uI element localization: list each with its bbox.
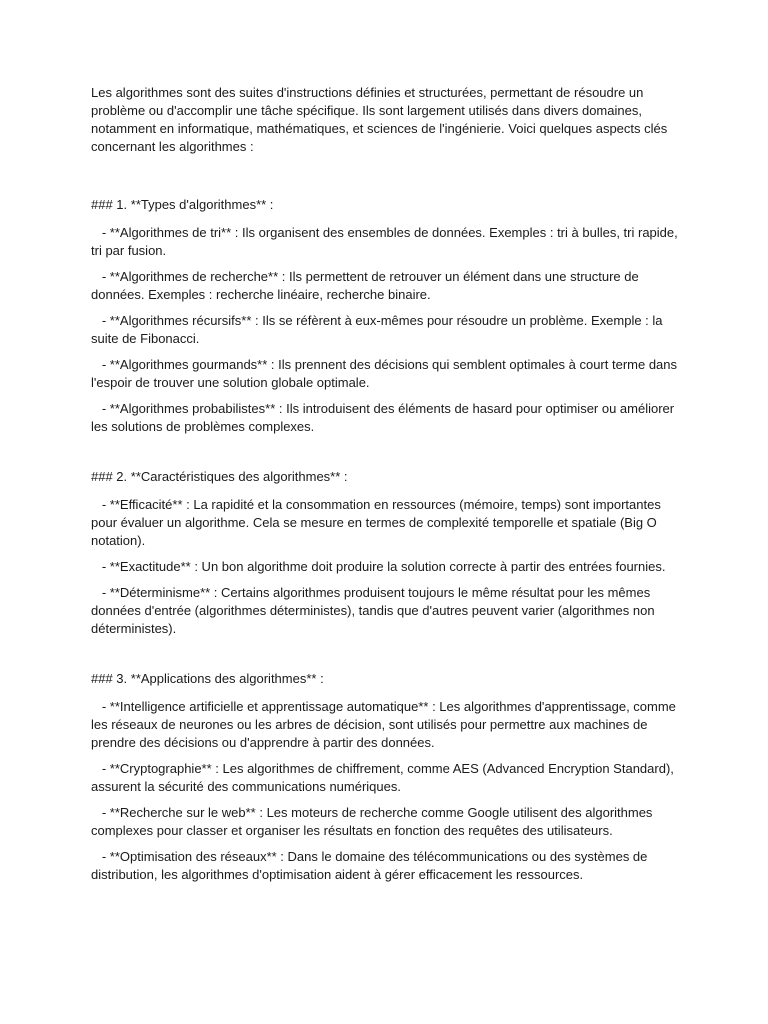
section-heading: ### 2. **Caractéristiques des algorithmes** : bbox=[91, 469, 348, 484]
list-item: - **Algorithmes probabilistes** : Ils introduisent des éléments de hasard pour optimiser ou améliorer les solutions de problèmes complexes. bbox=[91, 401, 675, 434]
intro-paragraph: Les algorithmes sont des suites d'instructions définies et structurées, permettant de résoudre un problème ou d'accomplir une tâche spécifique. Ils sont largement utilisés dans divers domaines, notamment en informatique, mathématiques, et sciences de l'ingénierie. Voici quelques aspects clés concernant les algorithmes : bbox=[91, 85, 668, 154]
list-item: - **Exactitude** : Un bon algorithme doit produire la solution correcte à partir des entrées fournies. bbox=[91, 559, 666, 574]
list-item: - **Intelligence artificielle et apprentissage automatique** : Les algorithmes d'apprentissage, comme les réseaux de neurones ou les arbres de décision, sont utilisés pour permettre aux machines de prendre des décisions ou d'apprendre à partir des données. bbox=[91, 699, 676, 750]
list-item: - **Algorithmes de tri** : Ils organisent des ensembles de données. Exemples : tri à bulles, tri rapide, tri par fusion. bbox=[91, 225, 678, 258]
list-item: - **Algorithmes de recherche** : Ils permettent de retrouver un élément dans une structure de données. Exemples : recherche linéaire, recherche binaire. bbox=[91, 269, 639, 302]
list-item: - **Recherche sur le web** : Les moteurs de recherche comme Google utilisent des algorithmes complexes pour classer et organiser les résultats en fonction des requêtes des utilisateurs. bbox=[91, 805, 653, 838]
section-heading: ### 1. **Types d'algorithmes** : bbox=[91, 197, 274, 212]
list-item: - **Déterminisme** : Certains algorithmes produisent toujours le même résultat pour les mêmes données d'entrée (algorithmes déterministes), tandis que d'autres peuvent varier (algorithmes non déterministes). bbox=[91, 585, 655, 636]
list-item: - **Optimisation des réseaux** : Dans le domaine des télécommunications ou des systèmes de distribution, les algorithmes d'optimisation aident à gérer efficacement les ressources. bbox=[91, 849, 648, 882]
list-item: - **Algorithmes gourmands** : Ils prennent des décisions qui semblent optimales à court terme dans l'espoir de trouver une solution globale optimale. bbox=[91, 357, 678, 390]
section-types bbox=[91, 196, 683, 436]
section-applications bbox=[91, 670, 683, 884]
list-item: - **Algorithmes récursifs** : Ils se réfèrent à eux-mêmes pour résoudre un problème. Exemple : la suite de Fibonacci. bbox=[91, 313, 663, 346]
section-characteristics bbox=[91, 468, 683, 638]
list-item: - **Cryptographie** : Les algorithmes de chiffrement, comme AES (Advanced Encryption Standard), assurent la sécurité des communications numériques. bbox=[91, 761, 674, 794]
section-heading: ### 3. **Applications des algorithmes** : bbox=[91, 671, 324, 686]
document-body bbox=[91, 84, 683, 884]
list-item: - **Efficacité** : La rapidité et la consommation en ressources (mémoire, temps) sont importantes pour évaluer un algorithme. Cela se mesure en termes de complexité temporelle et spatiale (Big O notation). bbox=[91, 497, 661, 548]
